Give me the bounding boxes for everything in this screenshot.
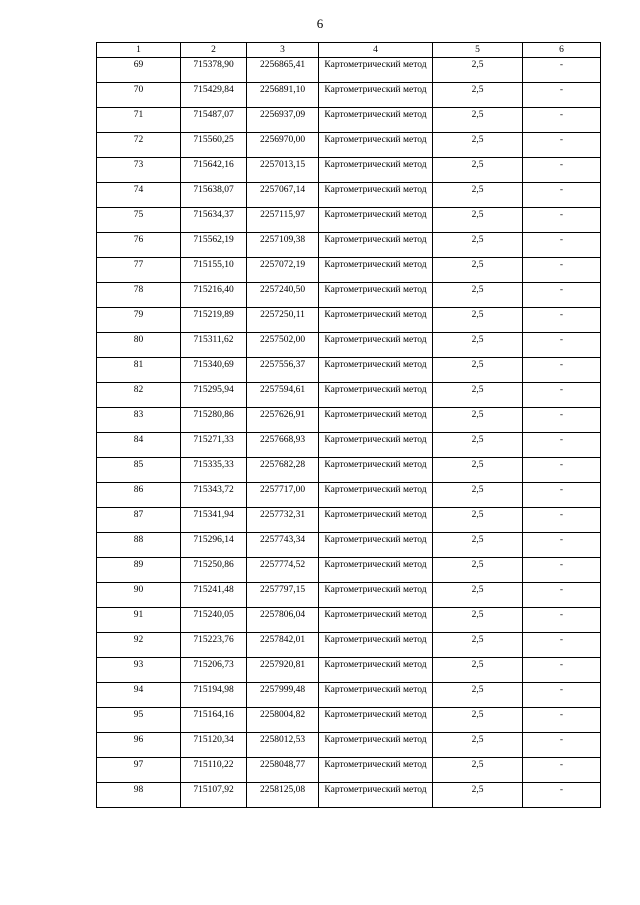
cell-point-number: 96 xyxy=(97,733,181,758)
cell-method: Картометрический метод xyxy=(319,783,433,808)
table-row xyxy=(97,758,601,783)
table-row xyxy=(97,558,601,583)
cell-description: - xyxy=(523,783,601,808)
table-row xyxy=(97,83,601,108)
table-row xyxy=(97,208,601,233)
cell-point-number: 81 xyxy=(97,358,181,383)
table-row xyxy=(97,308,601,333)
cell-y: 2257717,00 xyxy=(247,483,319,508)
cell-x: 715107,92 xyxy=(181,783,247,808)
header-cell-point-number: 1 xyxy=(97,43,181,58)
cell-point-number: 78 xyxy=(97,283,181,308)
cell-accuracy: 2,5 xyxy=(433,83,523,108)
cell-method: Картометрический метод xyxy=(319,283,433,308)
page-number: 6 xyxy=(316,16,324,31)
cell-accuracy: 2,5 xyxy=(433,58,523,83)
cell-accuracy: 2,5 xyxy=(433,133,523,158)
cell-point-number: 75 xyxy=(97,208,181,233)
cell-description: - xyxy=(523,258,601,283)
cell-method: Картометрический метод xyxy=(319,483,433,508)
cell-point-number: 83 xyxy=(97,408,181,433)
cell-description: - xyxy=(523,208,601,233)
table-row xyxy=(97,183,601,208)
cell-accuracy: 2,5 xyxy=(433,208,523,233)
cell-method: Картометрический метод xyxy=(319,383,433,408)
cell-accuracy: 2,5 xyxy=(433,508,523,533)
cell-accuracy: 2,5 xyxy=(433,283,523,308)
cell-description: - xyxy=(523,183,601,208)
cell-point-number: 70 xyxy=(97,83,181,108)
cell-method: Картометрический метод xyxy=(319,458,433,483)
cell-accuracy: 2,5 xyxy=(433,308,523,333)
cell-method: Картометрический метод xyxy=(319,733,433,758)
cell-accuracy: 2,5 xyxy=(433,433,523,458)
cell-point-number: 80 xyxy=(97,333,181,358)
cell-accuracy: 2,5 xyxy=(433,483,523,508)
cell-method: Картометрический метод xyxy=(319,533,433,558)
cell-method: Картометрический метод xyxy=(319,633,433,658)
table-row xyxy=(97,133,601,158)
cell-y: 2256891,10 xyxy=(247,83,319,108)
cell-accuracy: 2,5 xyxy=(433,758,523,783)
cell-x: 715562,19 xyxy=(181,233,247,258)
cell-y: 2257502,00 xyxy=(247,333,319,358)
cell-y: 2256865,41 xyxy=(247,58,319,83)
header-cell-description: 6 xyxy=(523,43,601,58)
cell-method: Картометрический метод xyxy=(319,408,433,433)
cell-x: 715120,34 xyxy=(181,733,247,758)
cell-accuracy: 2,5 xyxy=(433,158,523,183)
cell-point-number: 95 xyxy=(97,708,181,733)
cell-point-number: 72 xyxy=(97,133,181,158)
cell-description: - xyxy=(523,533,601,558)
header-cell-accuracy: 5 xyxy=(433,43,523,58)
cell-method: Картометрический метод xyxy=(319,583,433,608)
cell-accuracy: 2,5 xyxy=(433,608,523,633)
cell-y: 2257806,04 xyxy=(247,608,319,633)
cell-y: 2257594,61 xyxy=(247,383,319,408)
cell-point-number: 97 xyxy=(97,758,181,783)
cell-x: 715295,94 xyxy=(181,383,247,408)
cell-method: Картометрический метод xyxy=(319,333,433,358)
table-row xyxy=(97,283,601,308)
table-row xyxy=(97,333,601,358)
table-row xyxy=(97,358,601,383)
cell-accuracy: 2,5 xyxy=(433,383,523,408)
cell-description: - xyxy=(523,483,601,508)
cell-x: 715378,90 xyxy=(181,58,247,83)
cell-method: Картометрический метод xyxy=(319,258,433,283)
cell-description: - xyxy=(523,408,601,433)
cell-point-number: 88 xyxy=(97,533,181,558)
cell-x: 715638,07 xyxy=(181,183,247,208)
cell-point-number: 73 xyxy=(97,158,181,183)
cell-point-number: 69 xyxy=(97,58,181,83)
table-row xyxy=(97,658,601,683)
cell-description: - xyxy=(523,558,601,583)
table-row xyxy=(97,733,601,758)
cell-description: - xyxy=(523,233,601,258)
cell-y: 2258012,53 xyxy=(247,733,319,758)
cell-description: - xyxy=(523,758,601,783)
table-row xyxy=(97,508,601,533)
cell-x: 715642,16 xyxy=(181,158,247,183)
cell-method: Картометрический метод xyxy=(319,233,433,258)
cell-point-number: 84 xyxy=(97,433,181,458)
cell-description: - xyxy=(523,383,601,408)
table-row xyxy=(97,383,601,408)
cell-y: 2257109,38 xyxy=(247,233,319,258)
cell-accuracy: 2,5 xyxy=(433,533,523,558)
cell-y: 2258048,77 xyxy=(247,758,319,783)
cell-accuracy: 2,5 xyxy=(433,108,523,133)
table-row xyxy=(97,408,601,433)
cell-x: 715241,48 xyxy=(181,583,247,608)
cell-x: 715271,33 xyxy=(181,433,247,458)
table-header xyxy=(97,43,601,58)
cell-description: - xyxy=(523,283,601,308)
cell-point-number: 82 xyxy=(97,383,181,408)
cell-y: 2257115,97 xyxy=(247,208,319,233)
cell-method: Картометрический метод xyxy=(319,658,433,683)
cell-method: Картометрический метод xyxy=(319,683,433,708)
cell-y: 2257626,91 xyxy=(247,408,319,433)
table-row xyxy=(97,158,601,183)
cell-y: 2257920,81 xyxy=(247,658,319,683)
cell-method: Картометрический метод xyxy=(319,183,433,208)
cell-description: - xyxy=(523,508,601,533)
cell-point-number: 71 xyxy=(97,108,181,133)
table-row xyxy=(97,708,601,733)
cell-description: - xyxy=(523,133,601,158)
cell-description: - xyxy=(523,633,601,658)
cell-method: Картометрический метод xyxy=(319,758,433,783)
cell-description: - xyxy=(523,308,601,333)
cell-y: 2257668,93 xyxy=(247,433,319,458)
cell-accuracy: 2,5 xyxy=(433,658,523,683)
table-row xyxy=(97,633,601,658)
table-row xyxy=(97,583,601,608)
coordinates-table xyxy=(96,42,601,808)
cell-accuracy: 2,5 xyxy=(433,258,523,283)
cell-y: 2257072,19 xyxy=(247,258,319,283)
table-body xyxy=(97,58,601,808)
cell-description: - xyxy=(523,58,601,83)
cell-y: 2257013,15 xyxy=(247,158,319,183)
cell-point-number: 98 xyxy=(97,783,181,808)
cell-point-number: 87 xyxy=(97,508,181,533)
cell-x: 715335,33 xyxy=(181,458,247,483)
cell-x: 715223,76 xyxy=(181,633,247,658)
cell-method: Картометрический метод xyxy=(319,433,433,458)
cell-point-number: 86 xyxy=(97,483,181,508)
cell-method: Картометрический метод xyxy=(319,158,433,183)
cell-accuracy: 2,5 xyxy=(433,183,523,208)
cell-y: 2257250,11 xyxy=(247,308,319,333)
cell-point-number: 91 xyxy=(97,608,181,633)
cell-x: 715560,25 xyxy=(181,133,247,158)
cell-x: 715487,07 xyxy=(181,108,247,133)
table-row xyxy=(97,233,601,258)
cell-point-number: 89 xyxy=(97,558,181,583)
cell-point-number: 79 xyxy=(97,308,181,333)
cell-y: 2257556,37 xyxy=(247,358,319,383)
cell-x: 715219,89 xyxy=(181,308,247,333)
cell-y: 2257842,01 xyxy=(247,633,319,658)
cell-x: 715240,05 xyxy=(181,608,247,633)
cell-point-number: 92 xyxy=(97,633,181,658)
cell-x: 715206,73 xyxy=(181,658,247,683)
cell-description: - xyxy=(523,583,601,608)
cell-method: Картометрический метод xyxy=(319,108,433,133)
cell-x: 715164,16 xyxy=(181,708,247,733)
table-row xyxy=(97,533,601,558)
cell-accuracy: 2,5 xyxy=(433,458,523,483)
header-cell-x: 2 xyxy=(181,43,247,58)
cell-method: Картометрический метод xyxy=(319,208,433,233)
cell-accuracy: 2,5 xyxy=(433,558,523,583)
cell-y: 2257999,48 xyxy=(247,683,319,708)
cell-description: - xyxy=(523,333,601,358)
table-row xyxy=(97,608,601,633)
cell-x: 715343,72 xyxy=(181,483,247,508)
cell-accuracy: 2,5 xyxy=(433,358,523,383)
cell-x: 715155,10 xyxy=(181,258,247,283)
cell-x: 715250,86 xyxy=(181,558,247,583)
cell-x: 715429,84 xyxy=(181,83,247,108)
table-row xyxy=(97,483,601,508)
cell-y: 2257797,15 xyxy=(247,583,319,608)
cell-method: Картометрический метод xyxy=(319,708,433,733)
cell-x: 715216,40 xyxy=(181,283,247,308)
header-cell-method: 4 xyxy=(319,43,433,58)
cell-method: Картометрический метод xyxy=(319,58,433,83)
cell-point-number: 94 xyxy=(97,683,181,708)
cell-y: 2256937,09 xyxy=(247,108,319,133)
cell-method: Картометрический метод xyxy=(319,608,433,633)
cell-description: - xyxy=(523,708,601,733)
cell-point-number: 93 xyxy=(97,658,181,683)
table-row xyxy=(97,433,601,458)
cell-method: Картометрический метод xyxy=(319,83,433,108)
cell-x: 715634,37 xyxy=(181,208,247,233)
cell-accuracy: 2,5 xyxy=(433,683,523,708)
cell-y: 2257743,34 xyxy=(247,533,319,558)
cell-description: - xyxy=(523,158,601,183)
cell-x: 715296,14 xyxy=(181,533,247,558)
cell-accuracy: 2,5 xyxy=(433,633,523,658)
cell-x: 715194,98 xyxy=(181,683,247,708)
cell-y: 2257067,14 xyxy=(247,183,319,208)
cell-y: 2257774,52 xyxy=(247,558,319,583)
cell-point-number: 77 xyxy=(97,258,181,283)
cell-method: Картометрический метод xyxy=(319,358,433,383)
cell-point-number: 90 xyxy=(97,583,181,608)
header-cell-y: 3 xyxy=(247,43,319,58)
cell-method: Картометрический метод xyxy=(319,308,433,333)
cell-description: - xyxy=(523,358,601,383)
cell-accuracy: 2,5 xyxy=(433,583,523,608)
cell-y: 2257682,28 xyxy=(247,458,319,483)
table-row xyxy=(97,683,601,708)
table-row xyxy=(97,58,601,83)
cell-description: - xyxy=(523,108,601,133)
cell-accuracy: 2,5 xyxy=(433,733,523,758)
cell-accuracy: 2,5 xyxy=(433,783,523,808)
cell-description: - xyxy=(523,658,601,683)
cell-point-number: 85 xyxy=(97,458,181,483)
cell-x: 715110,22 xyxy=(181,758,247,783)
cell-point-number: 76 xyxy=(97,233,181,258)
cell-y: 2257732,31 xyxy=(247,508,319,533)
cell-description: - xyxy=(523,83,601,108)
cell-description: - xyxy=(523,433,601,458)
cell-accuracy: 2,5 xyxy=(433,408,523,433)
cell-y: 2257240,50 xyxy=(247,283,319,308)
table-row xyxy=(97,458,601,483)
cell-y: 2256970,00 xyxy=(247,133,319,158)
cell-description: - xyxy=(523,458,601,483)
cell-x: 715311,62 xyxy=(181,333,247,358)
table-row xyxy=(97,258,601,283)
cell-point-number: 74 xyxy=(97,183,181,208)
cell-description: - xyxy=(523,608,601,633)
header-row xyxy=(97,43,601,58)
cell-x: 715340,69 xyxy=(181,358,247,383)
table-row xyxy=(97,108,601,133)
cell-accuracy: 2,5 xyxy=(433,708,523,733)
cell-description: - xyxy=(523,733,601,758)
cell-x: 715341,94 xyxy=(181,508,247,533)
cell-y: 2258004,82 xyxy=(247,708,319,733)
cell-accuracy: 2,5 xyxy=(433,233,523,258)
cell-accuracy: 2,5 xyxy=(433,333,523,358)
cell-method: Картометрический метод xyxy=(319,133,433,158)
cell-x: 715280,86 xyxy=(181,408,247,433)
cell-description: - xyxy=(523,683,601,708)
cell-method: Картометрический метод xyxy=(319,558,433,583)
cell-method: Картометрический метод xyxy=(319,508,433,533)
cell-y: 2258125,08 xyxy=(247,783,319,808)
table-row xyxy=(97,783,601,808)
